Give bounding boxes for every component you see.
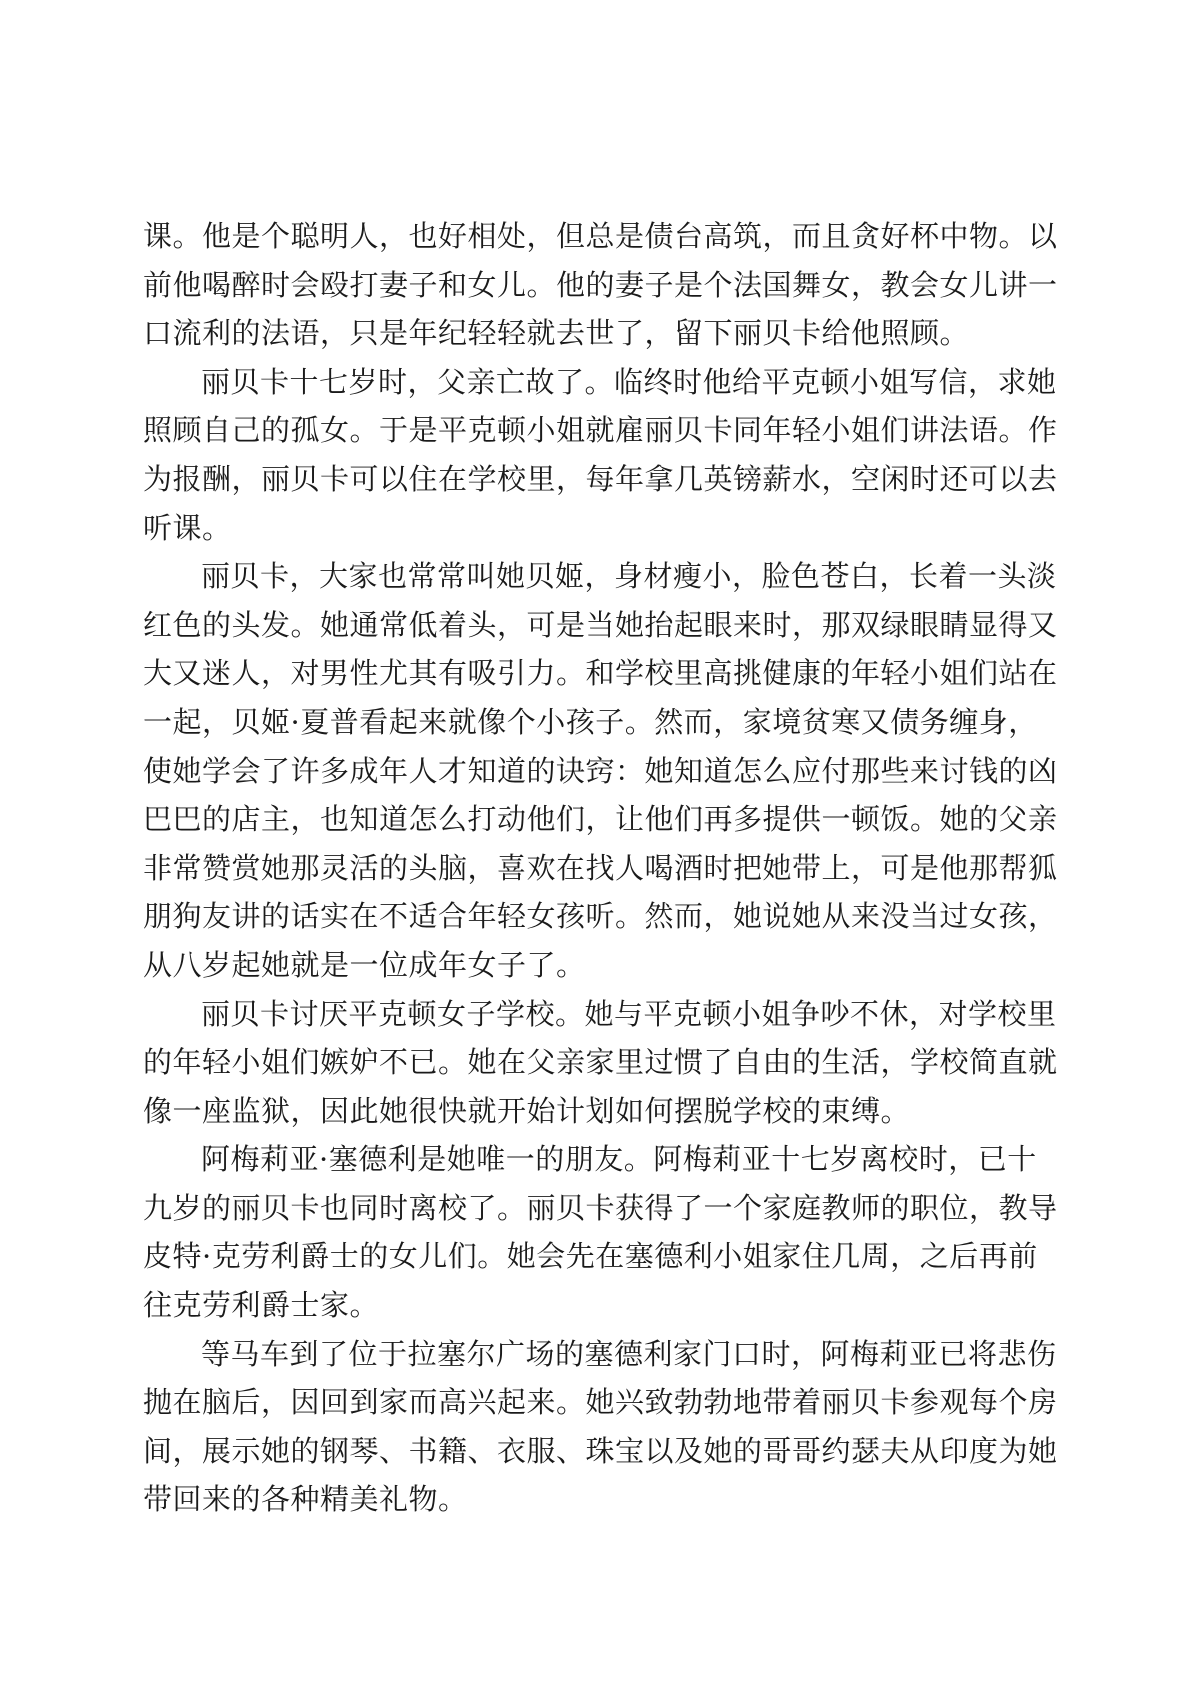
paragraph: [143, 212, 1058, 358]
text-line: 巴巴的店主，也知道怎么打动他们，让他们再多提供一顿饭。她的父亲: [143, 802, 1058, 837]
text-line: 阿梅莉亚·塞德利是她唯一的朋友。阿梅莉亚十七岁离校时，已十: [201, 1142, 1037, 1177]
paragraph: [143, 990, 1058, 1136]
text-line: 带回来的各种精美礼物。: [143, 1482, 468, 1517]
text-line: 抛在脑后，因回到家而高兴起来。她兴致勃勃地带着丽贝卡参观每个房: [143, 1385, 1058, 1420]
text-line: 口流利的法语，只是年纪轻轻就去世了，留下丽贝卡给他照顾。: [143, 316, 970, 351]
paragraph: [143, 358, 1058, 552]
body-text: [143, 212, 1058, 1524]
text-line: 非常赞赏她那灵活的头脑，喜欢在找人喝酒时把她带上，可是他那帮狐: [143, 850, 1058, 885]
text-line: 照顾自己的孤女。于是平克顿小姐就雇丽贝卡同年轻小姐们讲法语。作: [143, 413, 1058, 448]
text-line: 为报酬，丽贝卡可以住在学校里，每年拿几英镑薪水，空闲时还可以去: [143, 461, 1058, 496]
text-line: 的年轻小姐们嫉妒不已。她在父亲家里过惯了自由的生活，学校简直就: [143, 1045, 1058, 1080]
text-line: 丽贝卡，大家也常常叫她贝姬，身材瘦小，脸色苍白，长着一头淡: [201, 559, 1057, 594]
paragraph: [143, 1135, 1058, 1329]
text-line: 使她学会了许多成年人才知道的诀窍：她知道怎么应付那些来讨钱的凶: [143, 753, 1058, 788]
text-line: 从八岁起她就是一位成年女子了。: [143, 947, 586, 982]
text-line: 红色的头发。她通常低着头，可是当她抬起眼来时，那双绿眼睛显得又: [143, 607, 1058, 642]
text-line: 九岁的丽贝卡也同时离校了。丽贝卡获得了一个家庭教师的职位，教导: [143, 1190, 1058, 1225]
text-line: 丽贝卡十七岁时，父亲亡故了。临终时他给平克顿小姐写信，求她: [201, 364, 1057, 399]
text-line: 听课。: [143, 510, 232, 545]
text-line: 等马车到了位于拉塞尔广场的塞德利家门口时，阿梅莉亚已将悲伤: [201, 1336, 1057, 1371]
text-line: 像一座监狱，因此她很快就开始计划如何摆脱学校的束缚。: [143, 1093, 911, 1128]
text-line: 前他喝醉时会殴打妻子和女儿。他的妻子是个法国舞女，教会女儿讲一: [143, 267, 1058, 302]
text-line: 间，展示她的钢琴、书籍、衣服、珠宝以及她的哥哥约瑟夫从印度为她: [143, 1433, 1058, 1468]
text-line: 丽贝卡讨厌平克顿女子学校。她与平克顿小姐争吵不休，对学校里: [201, 996, 1057, 1031]
text-line: 大又迷人，对男性尤其有吸引力。和学校里高挑健康的年轻小姐们站在: [143, 656, 1058, 691]
text-line: 课。他是个聪明人，也好相处，但总是债台高筑，而且贪好杯中物。以: [143, 219, 1058, 253]
paragraph: [143, 552, 1058, 989]
paragraph: [143, 1330, 1058, 1524]
text-line: 皮特·克劳利爵士的女儿们。她会先在塞德利小姐家住几周，之后再前: [143, 1239, 1038, 1274]
text-line: 一起，贝姬·夏普看起来就像个小孩子。然而，家境贫寒又债务缠身，: [143, 704, 1038, 739]
text-line: 朋狗友讲的话实在不适合年轻女孩听。然而，她说她从来没当过女孩，: [143, 899, 1058, 934]
text-line: 往克劳利爵士家。: [143, 1288, 380, 1323]
